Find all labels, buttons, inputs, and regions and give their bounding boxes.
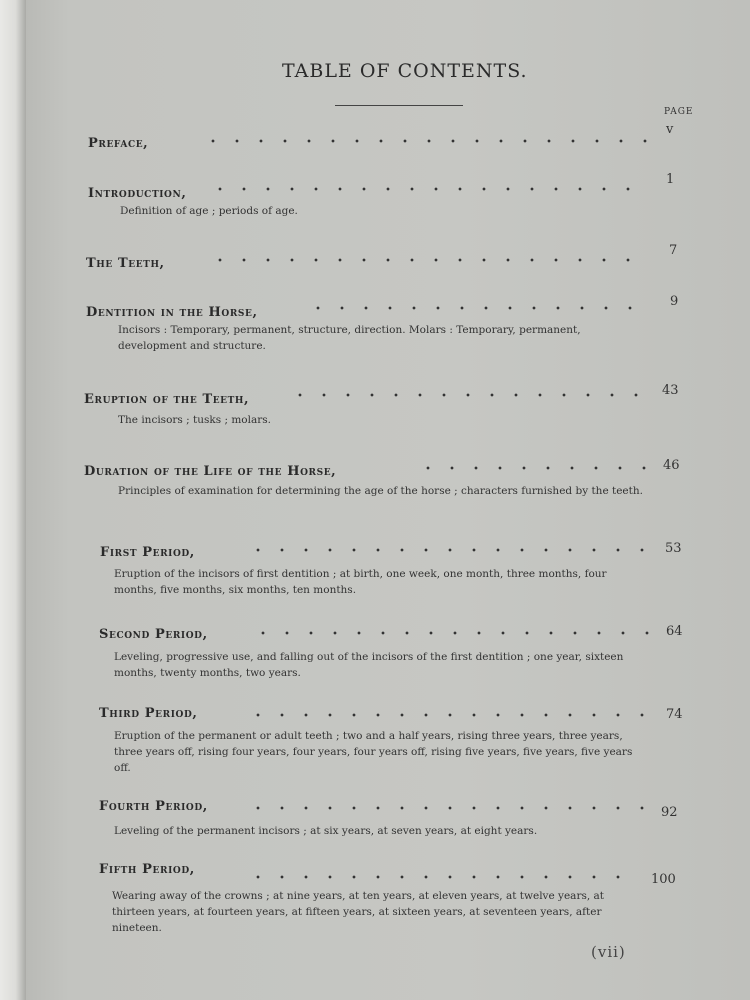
dot-leader <box>288 390 658 400</box>
dot-leader <box>246 545 659 555</box>
toc-page-number: 7 <box>669 243 678 258</box>
toc-description: Definition of age ; periods of age. <box>120 205 298 217</box>
toc-description: Eruption of the permanent or adult teeth ; two and a half years, rising three years, three years, three years off, rising four years, four years, four years off, rising five years, five years, five years off. <box>114 730 633 774</box>
toc-page-number: 92 <box>661 805 678 820</box>
toc-page-number: 9 <box>670 294 679 309</box>
dot-leader <box>416 463 656 473</box>
page-title: TABLE OF CONTENTS. <box>282 60 528 82</box>
toc-description: Leveling of the permanent incisors ; at six years, at seven years, at eight years. <box>114 825 538 837</box>
toc-page-number: 74 <box>666 707 683 722</box>
toc-page-number: v <box>666 122 674 137</box>
page-column-label: PAGE <box>664 107 694 117</box>
toc-heading: Second Period, <box>99 627 208 642</box>
book-page <box>26 0 750 1000</box>
toc-page-number: 43 <box>662 383 679 398</box>
toc-page-number: 46 <box>663 458 680 473</box>
toc-description: Eruption of the incisors of first dentition ; at birth, one week, one month, three months, four months, five months, six months, ten months. <box>114 568 607 596</box>
toc-description: Leveling, progressive use, and falling out of the incisors of the first dentition ; one year, sixteen months, twenty months, two years. <box>114 651 624 679</box>
dot-leader <box>246 710 659 720</box>
toc-heading: Fifth Period, <box>99 862 195 877</box>
dot-leader <box>246 872 626 882</box>
dot-leader <box>208 184 633 194</box>
dot-leader <box>246 803 656 813</box>
dot-leader <box>251 628 659 638</box>
toc-heading: Introduction, <box>88 186 187 201</box>
toc-heading: The Teeth, <box>86 256 165 271</box>
toc-heading: Third Period, <box>99 706 198 721</box>
toc-heading: Eruption of the Teeth, <box>84 392 250 407</box>
dot-leader <box>306 303 636 313</box>
dot-leader <box>208 255 633 265</box>
adjacent-page-edge <box>0 0 26 1000</box>
toc-heading: Preface, <box>88 136 149 151</box>
page-folio: (vii) <box>591 943 626 961</box>
toc-heading: Dentition in the Horse, <box>86 305 258 320</box>
toc-description: Incisors : Temporary, permanent, structure, direction. Molars : Temporary, permanent, development and structure. <box>118 324 581 352</box>
toc-heading: Duration of the Life of the Horse, <box>84 464 337 479</box>
dot-leader <box>201 136 656 146</box>
toc-description: The incisors ; tusks ; molars. <box>118 414 271 426</box>
toc-page-number: 1 <box>666 172 675 187</box>
toc-heading: Fourth Period, <box>99 799 208 814</box>
toc-description: Principles of examination for determining the age of the horse ; characters furnished by the teeth. <box>118 485 643 497</box>
toc-page-number: 53 <box>665 541 682 556</box>
toc-description: Wearing away of the crowns ; at nine years, at ten years, at eleven years, at twelve years, at thirteen years, at fourteen years, at fifteen years, at sixteen years, at seventeen years, after nineteen. <box>112 890 605 934</box>
toc-heading: First Period, <box>100 545 195 560</box>
toc-page-number: 64 <box>666 624 683 639</box>
toc-page-number: 100 <box>651 872 676 887</box>
title-rule <box>335 105 463 106</box>
